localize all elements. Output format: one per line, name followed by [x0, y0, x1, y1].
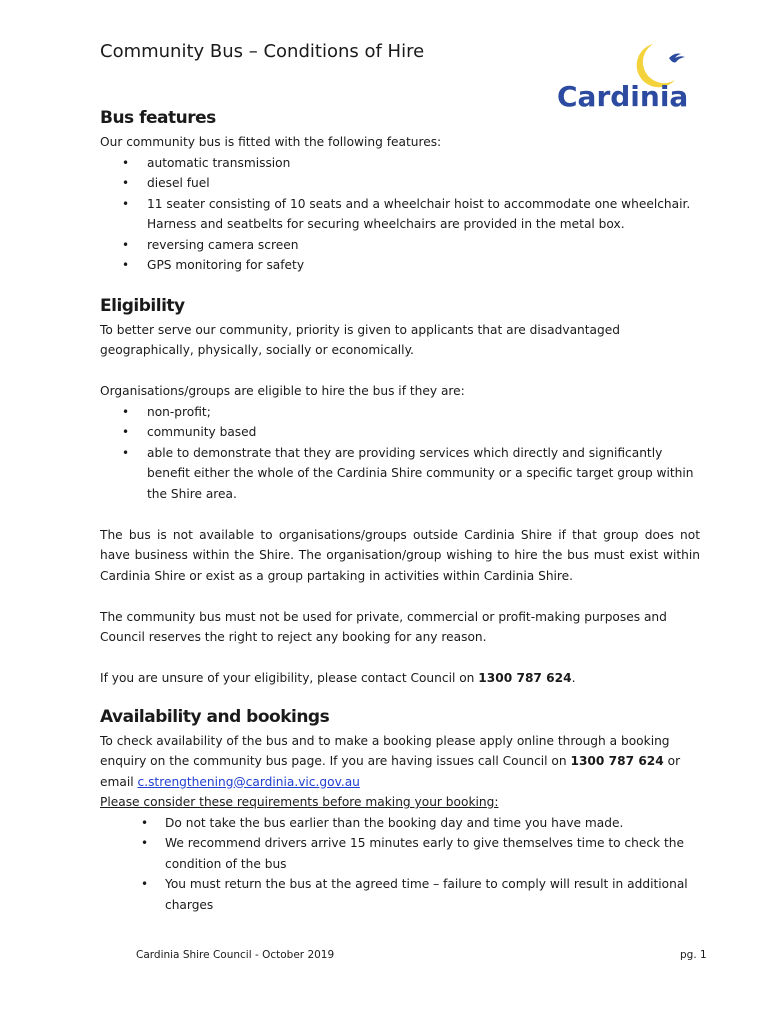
phone-number: 1300 787 624 — [570, 754, 664, 768]
list-item: • 11 seater consisting of 10 seats and a wheelchair hoist to accommodate one wheelchair. Harness and seatbelts for securing wheelchairs are provided in the metal box. — [100, 194, 700, 235]
features-list — [100, 153, 700, 276]
spacer — [100, 689, 700, 707]
list-item: • able to demonstrate that they are providing services which directly and significantly benefit either the whole of the Cardinia Shire community or a specific target group within the Shire area. — [100, 443, 700, 505]
features-intro: Our community bus is fitted with the following features: — [100, 135, 442, 149]
email-link[interactable]: c.strengthening@cardinia.vic.gov.au — [137, 774, 360, 789]
eligibility-paragraph: Organisations/groups are eligible to hire the bus if they are: — [100, 384, 465, 398]
cardinia-logo — [557, 40, 697, 115]
eligibility-paragraph: The community bus must not be used for private, commercial or profit-making purposes and Council reserves the right to reject any booking for any reason. — [100, 609, 667, 644]
spacer — [100, 648, 700, 669]
list-item: • diesel fuel — [100, 173, 700, 194]
eligibility-list — [100, 402, 700, 505]
spacer — [100, 361, 700, 382]
phone-number: 1300 787 624 — [478, 671, 572, 685]
requirements-intro: Please consider these requirements before making your booking: — [100, 795, 499, 809]
list-item: • Do not take the bus earlier than the booking day and time you have made. — [100, 813, 700, 834]
logo-wordmark: Cardinia — [557, 80, 689, 113]
availability-text: To check availability of the bus and to make a booking please apply online through a booking enquiry on the community bus page. If you are having issues call Council on — [100, 733, 670, 768]
section-heading-availability: Availability and bookings — [100, 706, 330, 727]
list-item: • We recommend drivers arrive 15 minutes early to give themselves time to check the condition of the bus — [100, 833, 700, 874]
list-item: • You must return the bus at the agreed time – failure to comply will result in additional charges — [100, 874, 700, 915]
page-number: pg. 1 — [680, 949, 707, 961]
spacer — [100, 504, 700, 525]
spacer — [100, 586, 700, 607]
eligibility-paragraph: The bus is not available to organisations/groups outside Cardinia Shire if that group does not have business within the Shire. The organisation/group wishing to hire the bus must exist within Cardinia Shire or exist as a group partaking in activities within Cardinia Shire. — [100, 527, 700, 583]
spacer — [100, 276, 700, 298]
page-title: Community Bus – Conditions of Hire — [100, 41, 425, 62]
contact-text: If you are unsure of your eligibility, please contact Council on — [100, 671, 479, 685]
list-item: • community based — [100, 422, 700, 443]
availability-text-mid: or email — [100, 754, 681, 789]
list-item: • automatic transmission — [100, 153, 700, 174]
section-heading-eligibility: Eligibility — [100, 295, 185, 316]
eligibility-paragraph: To better serve our community, priority is given to applicants that are disadvantaged geographically, physically, socially or economically. — [100, 322, 620, 357]
list-item: • reversing camera screen — [100, 235, 700, 256]
availability-paragraph — [100, 731, 700, 793]
document-body — [100, 108, 700, 915]
list-item: • GPS monitoring for safety — [100, 255, 700, 276]
list-item: • non-profit; — [100, 402, 700, 423]
footer-text: Cardinia Shire Council - October 2019 — [136, 949, 335, 961]
section-heading-bus-features: Bus features — [100, 108, 216, 128]
requirements-list — [100, 813, 700, 916]
contact-text-end: . — [571, 671, 576, 685]
eligibility-contact-paragraph — [100, 668, 700, 689]
